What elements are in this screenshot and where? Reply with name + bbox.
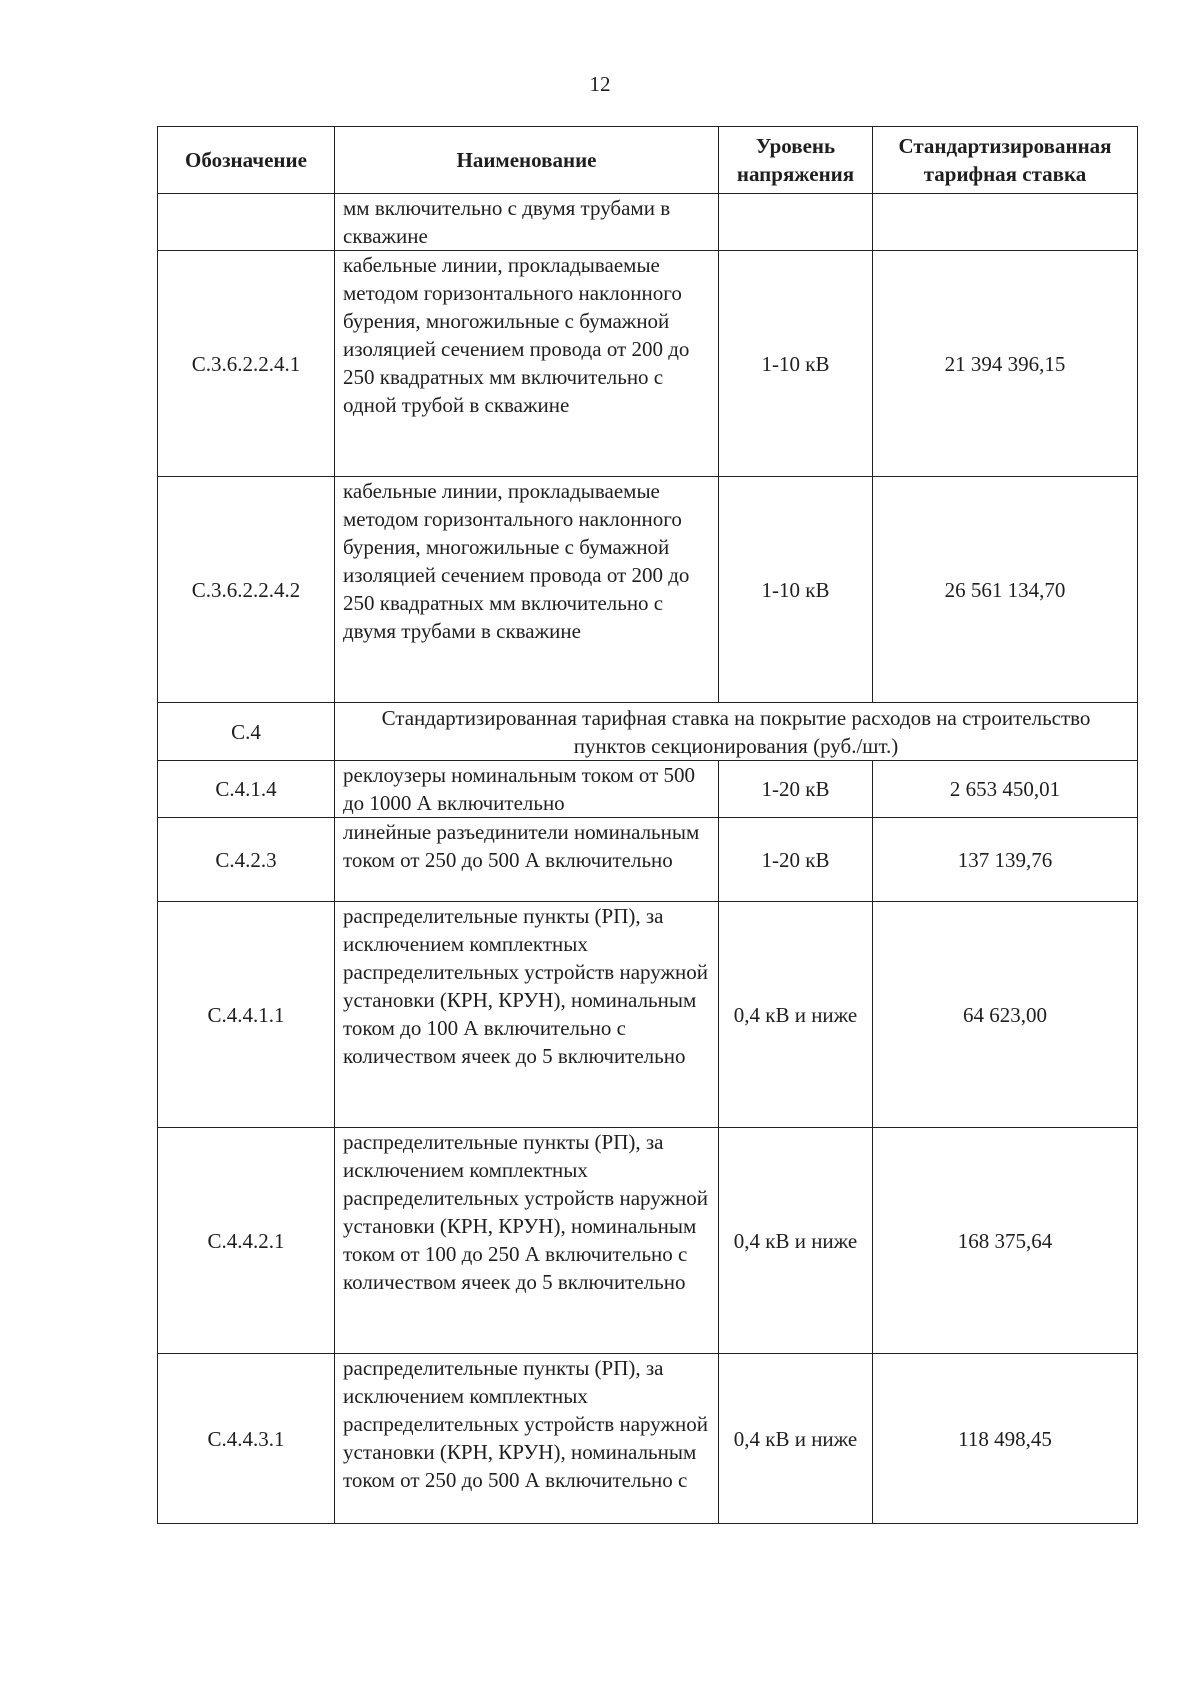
row-rate: 26 561 134,70 [873, 477, 1138, 703]
row-code: С.4.1.4 [158, 761, 335, 818]
row-rate: 21 394 396,15 [873, 251, 1138, 477]
row-code: С.3.6.2.2.4.1 [158, 251, 335, 477]
table-row [158, 902, 1138, 1128]
tariff-table [157, 126, 1138, 1524]
row-name: распределительные пункты (РП), за исключением комплектных распределительных устройств наружной установки (КРН, КРУН), номинальным током от 100 до 250 А включительно с количеством ячеек до 5 включительно [335, 1128, 719, 1354]
row-rate: 168 375,64 [873, 1128, 1138, 1354]
row-name: кабельные линии, прокладываемые методом горизонтального наклонного бурения, многожильные с бумажной изоляцией сечением провода от 200 до 250 квадратных мм включительно с двумя трубами в скважине [335, 477, 719, 703]
row-rate: 2 653 450,01 [873, 761, 1138, 818]
row-name: кабельные линии, прокладываемые методом горизонтального наклонного бурения, многожильные с бумажной изоляцией сечением провода от 200 до 250 квадратных мм включительно с одной трубой в скважине [335, 251, 719, 477]
section-row [158, 703, 1138, 761]
table-row [158, 1128, 1138, 1354]
row-rate: 64 623,00 [873, 902, 1138, 1128]
row-voltage: 1-20 кВ [719, 818, 873, 902]
table-row [158, 477, 1138, 703]
table-row [158, 251, 1138, 477]
row-name: распределительные пункты (РП), за исключением комплектных распределительных устройств наружной установки (КРН, КРУН), номинальным током до 100 А включительно с количеством ячеек до 5 включительно [335, 902, 719, 1128]
table-row [158, 818, 1138, 902]
row-voltage: 0,4 кВ и ниже [719, 1354, 873, 1524]
row-rate [873, 194, 1138, 251]
row-code: С.4.4.1.1 [158, 902, 335, 1128]
section-code: С.4 [158, 703, 335, 761]
table-row [158, 761, 1138, 818]
section-title: Стандартизированная тарифная ставка на покрытие расходов на строительство пунктов секционирования (руб./шт.) [335, 703, 1138, 761]
row-voltage: 1-10 кВ [719, 477, 873, 703]
row-voltage [719, 194, 873, 251]
row-code: С.4.4.3.1 [158, 1354, 335, 1524]
row-voltage: 0,4 кВ и ниже [719, 1128, 873, 1354]
page-number: 12 [589, 72, 611, 96]
header-name: Наименование [335, 127, 719, 194]
row-name: линейные разъединители номинальным током от 250 до 500 А включительно [335, 818, 719, 902]
row-rate: 137 139,76 [873, 818, 1138, 902]
row-voltage: 1-10 кВ [719, 251, 873, 477]
table-header-row [158, 127, 1138, 194]
row-voltage: 0,4 кВ и ниже [719, 902, 873, 1128]
table-row [158, 1354, 1138, 1524]
row-code [158, 194, 335, 251]
table-row [158, 194, 1138, 251]
row-code: С.4.4.2.1 [158, 1128, 335, 1354]
row-name: мм включительно с двумя трубами в скважине [335, 194, 719, 251]
row-name: распределительные пункты (РП), за исключением комплектных распределительных устройств наружной установки (КРН, КРУН), номинальным током от 250 до 500 А включительно с [335, 1354, 719, 1524]
row-rate: 118 498,45 [873, 1354, 1138, 1524]
row-code: С.4.2.3 [158, 818, 335, 902]
row-voltage: 1-20 кВ [719, 761, 873, 818]
header-rate: Стандартизированная тарифная ставка [873, 127, 1138, 194]
row-name: реклоузеры номинальным током от 500 до 1000 А включительно [335, 761, 719, 818]
row-code: С.3.6.2.2.4.2 [158, 477, 335, 703]
header-voltage: Уровень напряжения [719, 127, 873, 194]
header-code: Обозначение [158, 127, 335, 194]
